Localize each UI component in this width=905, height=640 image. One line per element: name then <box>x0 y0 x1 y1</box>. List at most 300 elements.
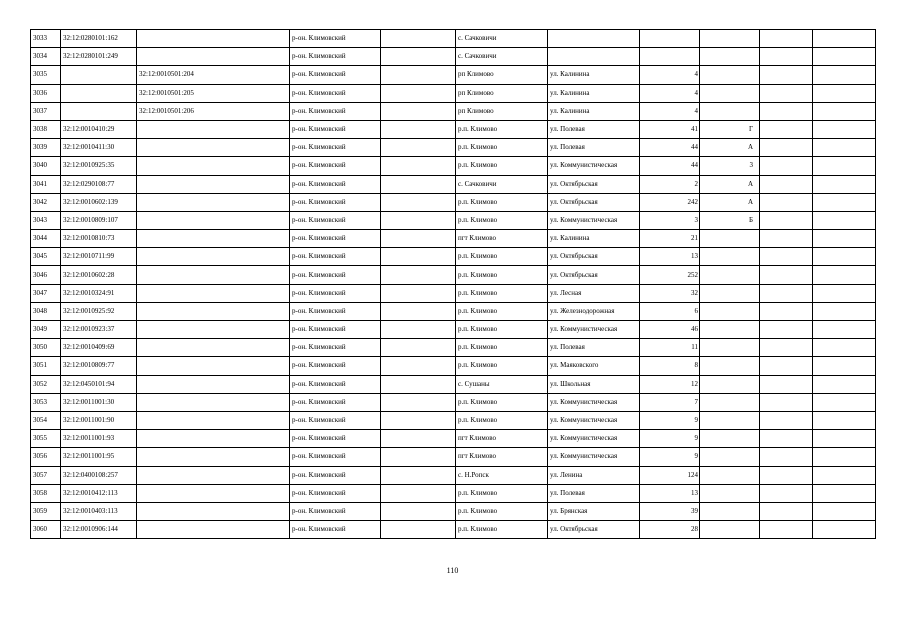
cell-district: р-он. Климовский <box>290 48 381 66</box>
cell-empty <box>381 411 456 429</box>
cell-row-number: 3047 <box>31 284 61 302</box>
cell-cadastral-number <box>61 102 137 120</box>
cell-empty <box>813 248 876 266</box>
cell-cadastral-number: 32:12:0010809:77 <box>61 357 137 375</box>
cell-house-number: 28 <box>640 521 700 539</box>
cell-row-number: 3049 <box>31 321 61 339</box>
cell-empty <box>813 230 876 248</box>
cell-house-number: 252 <box>640 266 700 284</box>
cell-empty <box>760 375 813 393</box>
cell-locality: р.п. Климово <box>456 193 548 211</box>
cell-street: ул. Коммунистическая <box>548 430 640 448</box>
cell-district: р-он. Климовский <box>290 375 381 393</box>
table-row <box>31 157 876 175</box>
table-row <box>31 230 876 248</box>
cell-empty <box>813 484 876 502</box>
cell-empty <box>381 139 456 157</box>
cell-building: Г <box>700 120 760 138</box>
cell-row-number: 3040 <box>31 157 61 175</box>
cell-locality: р.п. Климово <box>456 393 548 411</box>
cell-cadastral-number: 32:12:0400108:257 <box>61 466 137 484</box>
cell-locality: р.п. Климово <box>456 266 548 284</box>
cell-locality: р.п. Климово <box>456 157 548 175</box>
cell-house-number: 6 <box>640 302 700 320</box>
cell-cadastral-number: 32:12:0010602:139 <box>61 193 137 211</box>
cell-empty <box>381 375 456 393</box>
cell-house-number: 21 <box>640 230 700 248</box>
cell-house-number: 44 <box>640 157 700 175</box>
cell-empty <box>381 175 456 193</box>
cell-empty <box>760 193 813 211</box>
cell-building <box>700 393 760 411</box>
cell-cadastral-number-alt <box>137 284 290 302</box>
registry-table-container <box>30 29 875 539</box>
table-row <box>31 302 876 320</box>
cell-cadastral-number-alt <box>137 211 290 229</box>
cell-empty <box>760 393 813 411</box>
cell-empty <box>381 339 456 357</box>
cell-empty <box>381 302 456 320</box>
cell-empty <box>813 321 876 339</box>
cell-row-number: 3036 <box>31 84 61 102</box>
cell-street: ул. Ленина <box>548 466 640 484</box>
cell-empty <box>381 393 456 411</box>
cell-cadastral-number: 32:12:0011001:30 <box>61 393 137 411</box>
cell-building <box>700 430 760 448</box>
cell-empty <box>813 430 876 448</box>
table-row <box>31 193 876 211</box>
cell-cadastral-number-alt <box>137 502 290 520</box>
cell-district: р-он. Климовский <box>290 466 381 484</box>
cell-empty <box>760 502 813 520</box>
cell-cadastral-number: 32:12:0011001:90 <box>61 411 137 429</box>
cell-district: р-он. Климовский <box>290 139 381 157</box>
cell-locality: пгт Климово <box>456 430 548 448</box>
cell-house-number: 9 <box>640 430 700 448</box>
cell-locality: р.п. Климово <box>456 302 548 320</box>
cell-street: ул. Коммунистическая <box>548 448 640 466</box>
cell-street: ул. Калинина <box>548 84 640 102</box>
cell-cadastral-number: 32:12:0010403:113 <box>61 502 137 520</box>
page-number: 110 <box>446 566 459 575</box>
cell-empty <box>381 484 456 502</box>
table-row <box>31 393 876 411</box>
cell-district: р-он. Климовский <box>290 120 381 138</box>
cell-building <box>700 321 760 339</box>
cell-cadastral-number-alt <box>137 193 290 211</box>
cell-cadastral-number-alt <box>137 484 290 502</box>
cell-locality: рп Климово <box>456 66 548 84</box>
cell-house-number: 39 <box>640 502 700 520</box>
cell-building <box>700 357 760 375</box>
cell-empty <box>813 284 876 302</box>
cell-row-number: 3045 <box>31 248 61 266</box>
cell-empty <box>760 84 813 102</box>
cell-cadastral-number: 32:12:0010711:99 <box>61 248 137 266</box>
cell-district: р-он. Климовский <box>290 321 381 339</box>
cell-row-number: 3050 <box>31 339 61 357</box>
cell-house-number <box>640 48 700 66</box>
cell-house-number: 46 <box>640 321 700 339</box>
table-row <box>31 411 876 429</box>
cell-street: ул. Коммунистическая <box>548 411 640 429</box>
cell-empty <box>813 120 876 138</box>
cell-row-number: 3052 <box>31 375 61 393</box>
table-row <box>31 339 876 357</box>
cell-street: ул. Маяковского <box>548 357 640 375</box>
cell-street: ул. Октябрьская <box>548 175 640 193</box>
cell-empty <box>813 448 876 466</box>
cell-empty <box>813 157 876 175</box>
cell-locality: р.п. Климово <box>456 484 548 502</box>
cell-empty <box>813 139 876 157</box>
cell-cadastral-number: 32:12:0010412:113 <box>61 484 137 502</box>
cell-street: ул. Полевая <box>548 120 640 138</box>
cell-street <box>548 30 640 48</box>
cell-district: р-он. Климовский <box>290 430 381 448</box>
cell-district: р-он. Климовский <box>290 411 381 429</box>
table-body <box>31 30 876 539</box>
cell-cadastral-number: 32:12:0010925:92 <box>61 302 137 320</box>
cell-cadastral-number: 32:12:0010410:29 <box>61 120 137 138</box>
cell-cadastral-number: 32:12:0011001:95 <box>61 448 137 466</box>
cell-cadastral-number: 32:12:0010810:73 <box>61 230 137 248</box>
cell-building <box>700 521 760 539</box>
cell-house-number: 4 <box>640 102 700 120</box>
cell-empty <box>813 339 876 357</box>
cell-locality: р.п. Климово <box>456 211 548 229</box>
cell-row-number: 3057 <box>31 466 61 484</box>
cell-empty <box>760 48 813 66</box>
cell-building: 3 <box>700 157 760 175</box>
cell-empty <box>381 230 456 248</box>
cell-cadastral-number: 32:12:0280101:249 <box>61 48 137 66</box>
cell-district: р-он. Климовский <box>290 157 381 175</box>
cell-house-number: 8 <box>640 357 700 375</box>
cell-empty <box>381 466 456 484</box>
cell-cadastral-number: 32:12:0010925:35 <box>61 157 137 175</box>
cell-cadastral-number-alt <box>137 30 290 48</box>
cell-locality: р.п. Климово <box>456 357 548 375</box>
table-row <box>31 30 876 48</box>
cell-empty <box>813 357 876 375</box>
cell-cadastral-number-alt <box>137 157 290 175</box>
table-row <box>31 120 876 138</box>
cell-street: ул. Коммунистическая <box>548 157 640 175</box>
cell-district: р-он. Климовский <box>290 193 381 211</box>
cell-locality: рп Климово <box>456 84 548 102</box>
cell-house-number: 32 <box>640 284 700 302</box>
cell-row-number: 3041 <box>31 175 61 193</box>
cell-empty <box>381 248 456 266</box>
table-row <box>31 175 876 193</box>
cell-empty <box>813 66 876 84</box>
table-row <box>31 466 876 484</box>
cell-locality: р.п. Климово <box>456 139 548 157</box>
cell-building <box>700 448 760 466</box>
cell-row-number: 3035 <box>31 66 61 84</box>
cell-empty <box>381 84 456 102</box>
cell-empty <box>381 193 456 211</box>
cell-district: р-он. Климовский <box>290 302 381 320</box>
cell-district: р-он. Климовский <box>290 284 381 302</box>
cell-empty <box>381 102 456 120</box>
cell-locality: р.п. Климово <box>456 284 548 302</box>
cell-house-number: 13 <box>640 248 700 266</box>
cell-district: р-он. Климовский <box>290 84 381 102</box>
cell-cadastral-number: 32:12:0010906:144 <box>61 521 137 539</box>
cell-locality: р.п. Климово <box>456 339 548 357</box>
cell-empty <box>381 321 456 339</box>
cell-empty <box>813 266 876 284</box>
cell-row-number: 3055 <box>31 430 61 448</box>
cell-district: р-он. Климовский <box>290 521 381 539</box>
cell-cadastral-number-alt <box>137 375 290 393</box>
cell-empty <box>760 157 813 175</box>
cell-empty <box>813 393 876 411</box>
cell-house-number <box>640 30 700 48</box>
cell-empty <box>760 521 813 539</box>
cell-cadastral-number: 32:12:0010409:69 <box>61 339 137 357</box>
cell-empty <box>381 66 456 84</box>
table-row <box>31 248 876 266</box>
cell-street: ул. Брянская <box>548 502 640 520</box>
table-row <box>31 430 876 448</box>
cell-empty <box>760 66 813 84</box>
cell-empty <box>813 411 876 429</box>
cell-district: р-он. Климовский <box>290 211 381 229</box>
cell-house-number: 2 <box>640 175 700 193</box>
cell-cadastral-number-alt <box>137 266 290 284</box>
cell-district: р-он. Климовский <box>290 339 381 357</box>
cell-cadastral-number-alt <box>137 175 290 193</box>
cell-locality: р.п. Климово <box>456 521 548 539</box>
table-row <box>31 375 876 393</box>
cell-street: ул. Коммунистическая <box>548 321 640 339</box>
cell-row-number: 3051 <box>31 357 61 375</box>
cell-row-number: 3056 <box>31 448 61 466</box>
table-row <box>31 102 876 120</box>
cell-empty <box>760 139 813 157</box>
cell-empty <box>813 211 876 229</box>
table-row <box>31 284 876 302</box>
cell-empty <box>760 357 813 375</box>
cell-building <box>700 48 760 66</box>
cell-building <box>700 30 760 48</box>
cell-cadastral-number: 32:12:0010602:28 <box>61 266 137 284</box>
cell-row-number: 3038 <box>31 120 61 138</box>
cell-district: р-он. Климовский <box>290 66 381 84</box>
cell-building: А <box>700 193 760 211</box>
cell-cadastral-number-alt <box>137 411 290 429</box>
cell-locality: пгт Климово <box>456 230 548 248</box>
cell-building: А <box>700 139 760 157</box>
cell-cadastral-number: 32:12:0010923:37 <box>61 321 137 339</box>
cell-cadastral-number-alt <box>137 321 290 339</box>
cell-district: р-он. Климовский <box>290 484 381 502</box>
cell-street: ул. Октябрьская <box>548 193 640 211</box>
cell-street: ул. Коммунистическая <box>548 211 640 229</box>
cell-cadastral-number <box>61 66 137 84</box>
cell-house-number: 4 <box>640 66 700 84</box>
cell-cadastral-number: 32:12:0280101:162 <box>61 30 137 48</box>
cell-empty <box>381 502 456 520</box>
cell-cadastral-number: 32:12:0450101:94 <box>61 375 137 393</box>
cell-building: Б <box>700 211 760 229</box>
cell-cadastral-number-alt: 32:12:0010501:206 <box>137 102 290 120</box>
cell-row-number: 3042 <box>31 193 61 211</box>
cell-empty <box>813 175 876 193</box>
cell-row-number: 3053 <box>31 393 61 411</box>
cell-empty <box>381 448 456 466</box>
cell-locality: р.п. Климово <box>456 248 548 266</box>
cell-empty <box>760 484 813 502</box>
cell-district: р-он. Климовский <box>290 357 381 375</box>
cell-empty <box>813 466 876 484</box>
cell-street <box>548 48 640 66</box>
cell-empty <box>381 266 456 284</box>
cell-building <box>700 339 760 357</box>
cell-house-number: 41 <box>640 120 700 138</box>
cell-street: ул. Октябрьская <box>548 266 640 284</box>
cell-street: ул. Полевая <box>548 139 640 157</box>
cell-cadastral-number-alt <box>137 302 290 320</box>
cell-empty <box>760 339 813 357</box>
cell-building <box>700 502 760 520</box>
cell-street: ул. Калинина <box>548 66 640 84</box>
cell-cadastral-number-alt <box>137 521 290 539</box>
cell-row-number: 3059 <box>31 502 61 520</box>
cell-empty <box>760 321 813 339</box>
cell-row-number: 3048 <box>31 302 61 320</box>
cell-house-number: 3 <box>640 211 700 229</box>
cell-district: р-он. Климовский <box>290 30 381 48</box>
table-row <box>31 211 876 229</box>
cell-empty <box>760 248 813 266</box>
cell-cadastral-number-alt <box>137 339 290 357</box>
cell-locality: р.п. Климово <box>456 411 548 429</box>
cell-building <box>700 230 760 248</box>
cell-locality: р.п. Климово <box>456 120 548 138</box>
cell-locality: с. Сушаны <box>456 375 548 393</box>
table-row <box>31 521 876 539</box>
cell-building <box>700 102 760 120</box>
cell-street: ул. Железнодорожная <box>548 302 640 320</box>
cell-locality: пгт Климово <box>456 448 548 466</box>
cell-cadastral-number-alt <box>137 430 290 448</box>
cell-cadastral-number: 32:12:0011001:93 <box>61 430 137 448</box>
cell-empty <box>813 375 876 393</box>
table-row <box>31 139 876 157</box>
cell-empty <box>813 84 876 102</box>
cell-empty <box>381 521 456 539</box>
cell-cadastral-number-alt <box>137 230 290 248</box>
cell-district: р-он. Климовский <box>290 502 381 520</box>
cell-empty <box>381 30 456 48</box>
cell-empty <box>760 120 813 138</box>
cell-empty <box>760 30 813 48</box>
cell-empty <box>760 466 813 484</box>
cell-locality: р.п. Климово <box>456 502 548 520</box>
cell-house-number: 13 <box>640 484 700 502</box>
cell-empty <box>813 48 876 66</box>
cell-cadastral-number-alt <box>137 120 290 138</box>
table-row <box>31 502 876 520</box>
cell-row-number: 3046 <box>31 266 61 284</box>
cell-building <box>700 466 760 484</box>
cell-house-number: 4 <box>640 84 700 102</box>
cell-district: р-он. Климовский <box>290 175 381 193</box>
cell-cadastral-number-alt <box>137 357 290 375</box>
cell-row-number: 3044 <box>31 230 61 248</box>
cell-building <box>700 66 760 84</box>
cell-district: р-он. Климовский <box>290 102 381 120</box>
cell-empty <box>813 30 876 48</box>
cell-cadastral-number-alt <box>137 139 290 157</box>
cell-house-number: 242 <box>640 193 700 211</box>
cell-empty <box>760 266 813 284</box>
cell-building <box>700 284 760 302</box>
cell-district: р-он. Климовский <box>290 248 381 266</box>
table-row <box>31 48 876 66</box>
cell-building <box>700 484 760 502</box>
cell-district: р-он. Климовский <box>290 230 381 248</box>
cell-cadastral-number: 32:12:0010324:91 <box>61 284 137 302</box>
cell-cadastral-number: 32:12:0010411:30 <box>61 139 137 157</box>
cell-locality: с. Сачковичи <box>456 30 548 48</box>
cell-empty <box>381 157 456 175</box>
table-row <box>31 484 876 502</box>
cell-empty <box>760 211 813 229</box>
cell-district: р-он. Климовский <box>290 266 381 284</box>
cell-house-number: 9 <box>640 411 700 429</box>
cell-empty <box>381 48 456 66</box>
cell-locality: рп Климово <box>456 102 548 120</box>
cell-building: А <box>700 175 760 193</box>
table-row <box>31 66 876 84</box>
cell-street: ул. Полевая <box>548 339 640 357</box>
cell-cadastral-number-alt: 32:12:0010501:204 <box>137 66 290 84</box>
cell-row-number: 3058 <box>31 484 61 502</box>
cell-empty <box>760 230 813 248</box>
cell-cadastral-number <box>61 84 137 102</box>
cell-empty <box>760 102 813 120</box>
cell-building <box>700 248 760 266</box>
cell-empty <box>813 302 876 320</box>
cell-street: ул. Коммунистическая <box>548 393 640 411</box>
cell-building <box>700 84 760 102</box>
cell-cadastral-number-alt <box>137 466 290 484</box>
cell-row-number: 3033 <box>31 30 61 48</box>
cell-empty <box>760 430 813 448</box>
cell-empty <box>381 211 456 229</box>
cell-building <box>700 411 760 429</box>
cell-building <box>700 375 760 393</box>
cell-street: ул. Лесная <box>548 284 640 302</box>
cell-cadastral-number: 32:12:0290108:77 <box>61 175 137 193</box>
cell-empty <box>760 411 813 429</box>
cell-locality: р.п. Климово <box>456 321 548 339</box>
cell-house-number: 11 <box>640 339 700 357</box>
cell-street: ул. Калинина <box>548 230 640 248</box>
cell-cadastral-number-alt <box>137 48 290 66</box>
cell-house-number: 124 <box>640 466 700 484</box>
cell-empty <box>381 284 456 302</box>
cell-empty <box>381 357 456 375</box>
cell-street: ул. Школьная <box>548 375 640 393</box>
cell-empty <box>760 302 813 320</box>
cell-empty <box>813 102 876 120</box>
